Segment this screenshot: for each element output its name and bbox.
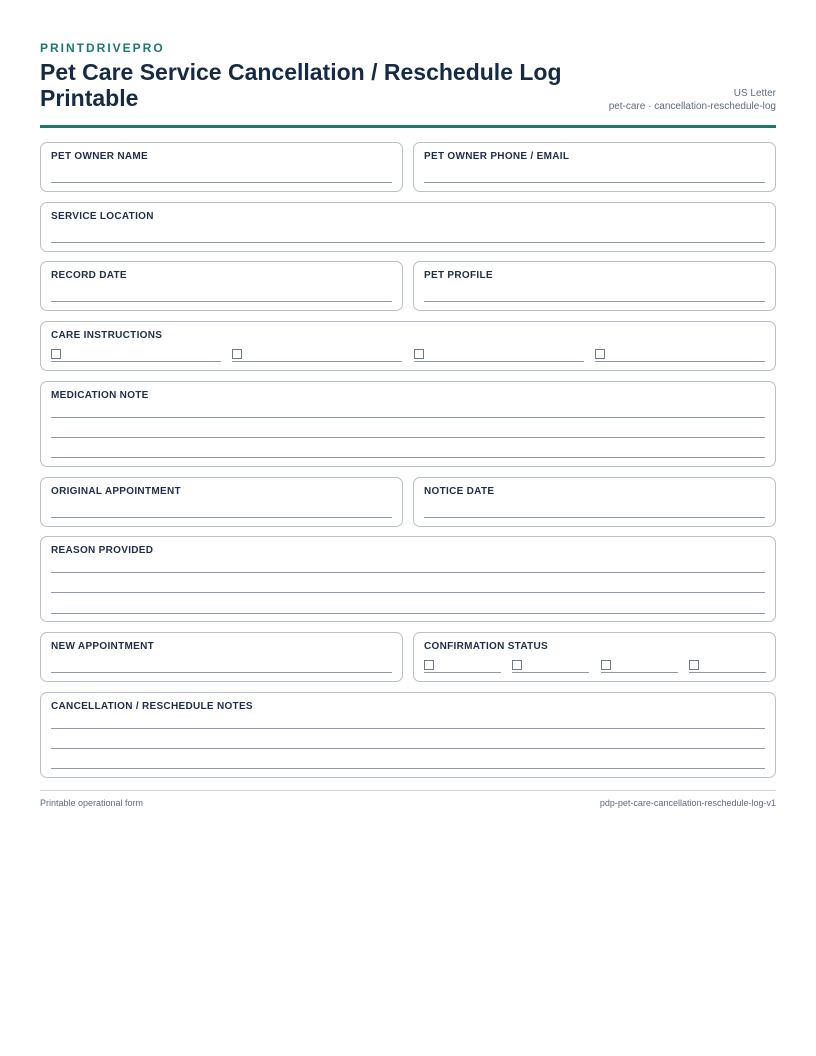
owner-name-line[interactable]: [51, 182, 392, 183]
medication-note-field[interactable]: [40, 381, 776, 467]
form-page: [40, 40, 776, 712]
status-checkbox-3[interactable]: [601, 660, 611, 670]
status-line-1[interactable]: [424, 672, 501, 673]
care-checkbox-1[interactable]: [51, 349, 61, 359]
care-checkbox-2[interactable]: [232, 349, 242, 359]
page-title: Pet Care Service Cancellation / Reschedule Log Printable: [40, 59, 562, 111]
original-appointment-label: ORIGINAL APPOINTMENT: [51, 486, 181, 497]
record-date-label: RECORD DATE: [51, 270, 127, 281]
service-location-label: SERVICE LOCATION: [51, 211, 154, 222]
care-line-1[interactable]: [51, 361, 221, 362]
medication-line-2[interactable]: [51, 437, 765, 438]
footer-divider: [40, 790, 776, 791]
owner-name-field[interactable]: [40, 142, 403, 192]
care-line-3[interactable]: [414, 361, 584, 362]
notice-date-label: NOTICE DATE: [424, 486, 495, 497]
page-meta: [609, 87, 776, 113]
pet-profile-line[interactable]: [424, 301, 765, 302]
new-appointment-label: NEW APPOINTMENT: [51, 641, 155, 652]
status-line-2[interactable]: [512, 672, 589, 673]
care-checkbox-4[interactable]: [595, 349, 605, 359]
header: [40, 59, 776, 128]
pet-profile-field[interactable]: [413, 261, 776, 311]
care-instructions-label: CARE INSTRUCTIONS: [51, 330, 163, 341]
notice-date-line[interactable]: [424, 517, 765, 518]
footer-left-text: Printable operational form: [40, 798, 144, 808]
status-checkbox-2[interactable]: [512, 660, 522, 670]
notes-line-1[interactable]: [51, 728, 765, 729]
confirmation-status-field: [413, 632, 776, 682]
record-date-field[interactable]: [40, 261, 403, 311]
reason-provided-label: REASON PROVIDED: [51, 545, 154, 556]
footer-form-id: pdp-pet-care-cancellation-reschedule-log-v1: [599, 798, 776, 808]
medication-line-3[interactable]: [51, 457, 765, 458]
care-line-2[interactable]: [232, 361, 402, 362]
record-date-line[interactable]: [51, 301, 392, 302]
new-appointment-line[interactable]: [51, 672, 392, 673]
reason-line-3[interactable]: [51, 613, 765, 614]
status-line-3[interactable]: [601, 672, 678, 673]
care-instructions-field: [40, 321, 776, 371]
reason-provided-field[interactable]: [40, 536, 776, 622]
reason-line-2[interactable]: [51, 592, 765, 593]
notes-label: CANCELLATION / RESCHEDULE NOTES: [51, 701, 253, 712]
notes-line-3[interactable]: [51, 768, 765, 769]
new-appointment-field[interactable]: [40, 632, 403, 682]
medication-note-label: MEDICATION NOTE: [51, 390, 149, 401]
notes-field[interactable]: [40, 692, 776, 778]
reason-line-1[interactable]: [51, 572, 765, 573]
brand-name: PRINTDRIVEPRO: [40, 41, 165, 55]
form-slug: pet-care · cancellation-reschedule-log: [608, 101, 776, 112]
owner-contact-field[interactable]: [413, 142, 776, 192]
confirmation-status-label: CONFIRMATION STATUS: [424, 641, 549, 652]
status-line-4[interactable]: [689, 672, 766, 673]
care-checkbox-3[interactable]: [414, 349, 424, 359]
original-appointment-field[interactable]: [40, 477, 403, 527]
service-location-line[interactable]: [51, 242, 765, 243]
owner-contact-line[interactable]: [424, 182, 765, 183]
notice-date-field[interactable]: [413, 477, 776, 527]
service-location-field[interactable]: [40, 202, 776, 252]
owner-contact-label: PET OWNER PHONE / EMAIL: [424, 151, 570, 162]
care-line-4[interactable]: [595, 361, 765, 362]
original-appointment-line[interactable]: [51, 517, 392, 518]
pet-profile-label: PET PROFILE: [424, 270, 493, 281]
notes-line-2[interactable]: [51, 748, 765, 749]
medication-line-1[interactable]: [51, 417, 765, 418]
status-checkbox-4[interactable]: [689, 660, 699, 670]
status-checkbox-1[interactable]: [424, 660, 434, 670]
paper-size: US Letter: [733, 88, 776, 99]
owner-name-label: PET OWNER NAME: [51, 151, 148, 162]
